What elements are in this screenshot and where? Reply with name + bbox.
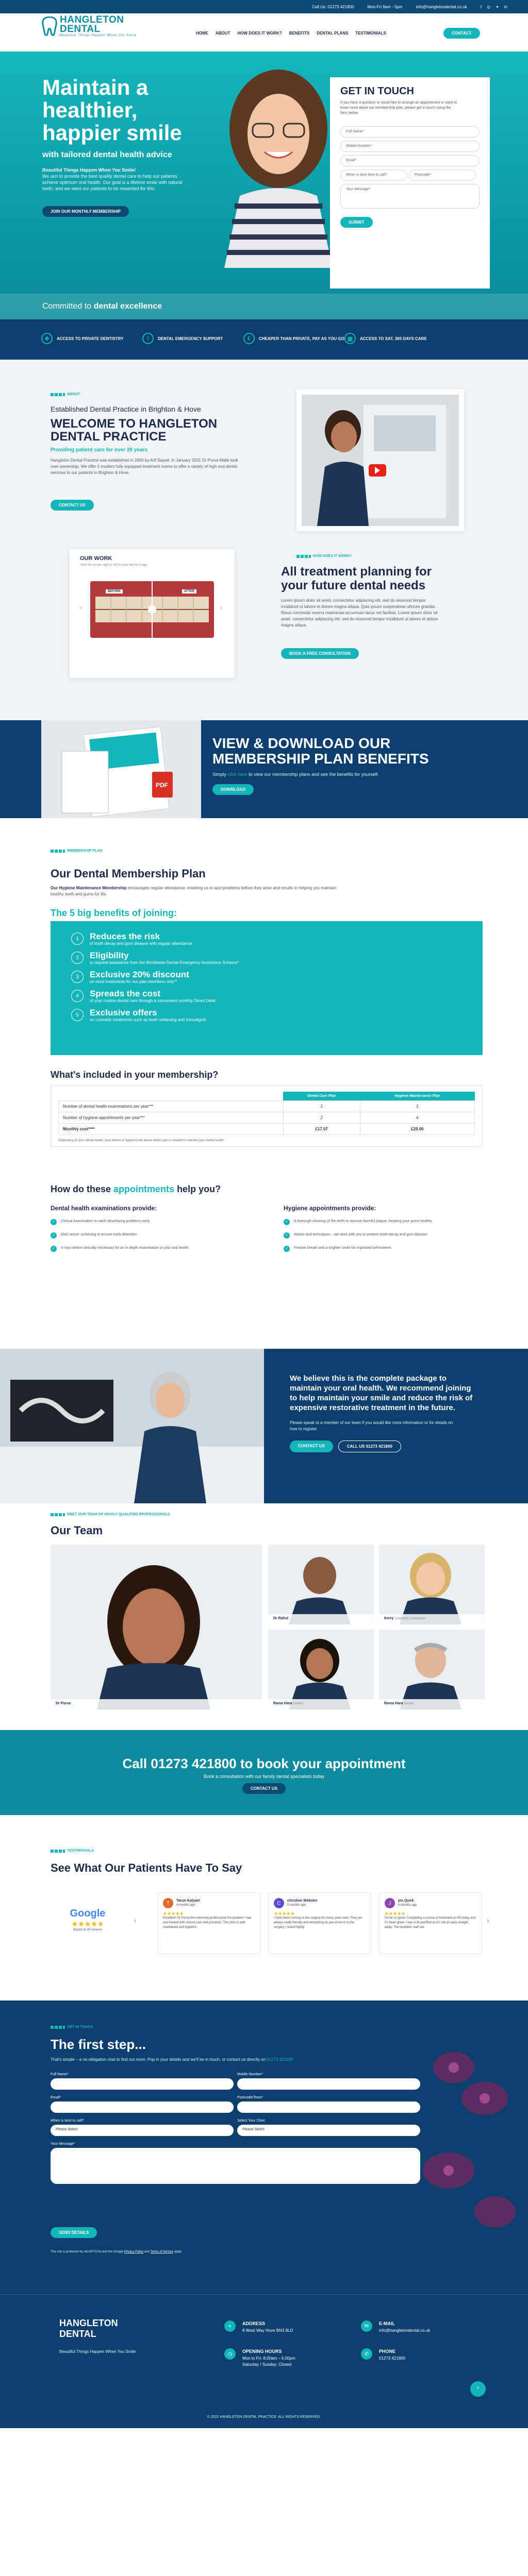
table-header: Dental Care Plan: [283, 1092, 360, 1101]
member-caption: [268, 1699, 374, 1709]
get-in-touch-form: [330, 77, 490, 289]
benefits-bar: [0, 319, 528, 360]
team-photo: [268, 1545, 374, 1624]
calendar-icon: ▦: [344, 333, 356, 344]
footer-heading: ADDRESS: [242, 2321, 266, 2326]
footer-hours-2: Saturday / Sunday: Closed: [242, 2362, 292, 2367]
benefit-heading: Exclusive offers: [90, 1008, 157, 1018]
form-text: If you have a question or would like to arrange an appointment or want to know more about our membership plan, please get in touch using the form below.: [340, 101, 457, 115]
avatar: J: [385, 1898, 395, 1908]
privacy-link[interactable]: Privacy Policy: [124, 2250, 144, 2253]
review-text: Excellent! Dr Purva the extremely professional the problem I had and treated with utmost care and precision. The clinic is well maintained and hygienic.: [163, 1917, 252, 1929]
benefit-number: 4: [71, 990, 84, 1002]
clock-icon: ◷: [224, 2348, 236, 2360]
plan-intro-bold: Our Hygiene Maintenance Membership: [51, 886, 127, 890]
download-button[interactable]: DOWNLOAD: [212, 784, 254, 795]
field-label: Email*: [51, 2096, 61, 2099]
table-row: [59, 1112, 475, 1124]
member-role: Dentist: [404, 1702, 414, 1705]
benefit-heading: Reduces the risk: [90, 931, 160, 941]
footer-logo-name: HANGLETON: [59, 2318, 118, 2328]
table-cell: 2: [360, 1101, 475, 1112]
how-text: Lorem ipsum dolor sit amet, consectetur adipiscing elit, sed do eiusmod tempor incididunt ut labore et dolore magna aliqua. Quis ipsum suspendisse ultrices gravida. Risus commodo viverra maecenas accumsan lacus vel facilisis. Lorem ipsum dolor sit amet, consectetur adipiscing elit, sed do eiusmod tempor incididunt ut labore et dolore magna aliqua.: [281, 598, 438, 628]
package-section: [0, 1349, 528, 1503]
table-cell: £17.07: [283, 1124, 360, 1135]
svg-text:PDF: PDF: [156, 782, 168, 789]
team-photo: [379, 1545, 485, 1624]
table-header: [59, 1092, 284, 1101]
five-benefits-box: [51, 921, 483, 1055]
team-photo: [268, 1630, 374, 1709]
table-cell: Number of dental health examinations per year***: [59, 1101, 284, 1112]
practice-photo: [296, 389, 464, 531]
exam-title: Dental health examinations provide:: [51, 1205, 157, 1212]
field-label: When is best to call?: [51, 2119, 84, 2123]
footer-email: [379, 2320, 430, 2334]
copyright: © 2022 HANGLETON DENTAL PRACTICE. ALL RIGHTS RESERVED.: [207, 2415, 321, 2419]
reviews-next-icon[interactable]: ›: [487, 1916, 489, 1924]
hero-title: Maintain a healthier, happier smile: [42, 75, 182, 145]
team-photo: [379, 1630, 485, 1709]
appts-title-hl: appointments: [113, 1184, 175, 1194]
full-name-input[interactable]: [51, 2078, 234, 2090]
team-member-rahul[interactable]: [268, 1545, 374, 1624]
package-text: Please speak to a member of our team if you would like more information or for details on how to register.: [290, 1420, 453, 1431]
package-title: We believe this is the complete package to maintain your oral health. We recommend joining to help maintain your smile and reduce the risk of expensive restorative treatment in the future.: [290, 1374, 473, 1412]
about-text: Hangleton Dental Practice was established in 2000 by Arif Sayed. In January 2021 Dr Purva Malik took over ownership. We offer 5 modern fully equipped treatment rooms to offer a variety of high end dental services to our patients in Brighton & Hove.: [51, 458, 238, 475]
exam-list: [51, 1205, 257, 1259]
team-member-rama-2[interactable]: [379, 1630, 485, 1709]
benefit-emergency: [142, 333, 243, 344]
appts-title-post: help you?: [177, 1184, 221, 1194]
benefit-desc: of your routine dental care through a convenient monthly Direct Debit: [90, 998, 216, 1003]
benefit-label: ACCESS TO PRIVATE DENTISTRY: [57, 336, 124, 341]
tooth-logo-icon: [41, 16, 58, 36]
team-photo: [51, 1545, 262, 1709]
appts-title: [51, 1184, 221, 1195]
committed-text: [42, 294, 162, 319]
included-title: What's included in your membership?: [51, 1070, 219, 1080]
about-section: [0, 360, 528, 720]
member-name: Dr Rahul: [273, 1617, 289, 1620]
test-title: See What Our Patients Have To Say: [51, 1861, 242, 1874]
clinic-group: [237, 2119, 420, 2136]
mobile-input[interactable]: [237, 2078, 420, 2090]
postcode-input[interactable]: [237, 2102, 420, 2113]
field-label: Mobile Number*: [237, 2073, 263, 2076]
scroll-top-icon[interactable]: ⌃: [470, 2381, 486, 2397]
benefit-label: ACCESS TO SAT, 365 DAYS CARE: [360, 336, 427, 341]
member-role: Dentist: [293, 1702, 303, 1705]
click-here-link[interactable]: click here: [227, 772, 248, 777]
footer-heading: OPENING HOURS: [242, 2349, 282, 2354]
plan-eyebrow: MEMBERSHIP PLAN: [51, 849, 102, 853]
hero-subtitle: with tailored dental health advice: [42, 150, 172, 159]
review-stars: ★★★★★: [163, 1911, 184, 1916]
appointments-section: [0, 1179, 528, 1349]
list-item: ✓ X-rays where clinically necessary for an in depth examination of your oral health.: [51, 1246, 257, 1252]
benefit-desc: to request assistance from the Worldwide Dental Emergency Assistance Scheme*: [90, 960, 239, 965]
orchid-image: [402, 2016, 528, 2284]
phone-icon: ✆: [361, 2348, 372, 2360]
logo-tagline: Beautiful Things Happen When You Smile: [60, 34, 137, 37]
team-section: [0, 1503, 528, 1730]
about-title: WELCOME TO HANGLETON DENTAL PRACTICE: [51, 417, 218, 444]
nav-how[interactable]: HOW DOES IT WORK?: [237, 31, 282, 36]
hero-desc-text: We aim to provide the best quality dental care to help our patients achieve optimum oral health. Our goal is a lifetime smile with natural teeth, and we want our patients to be rewarded for this.: [42, 174, 183, 191]
slider-next-icon[interactable]: ›: [220, 605, 222, 611]
benefit-number: 5: [71, 1009, 84, 1021]
note-and: and: [144, 2250, 150, 2253]
google-rating: [67, 1908, 108, 1931]
download-section: [0, 720, 528, 818]
benefit-private: [41, 333, 142, 344]
review-stars: ★★★★★: [274, 1911, 295, 1916]
google-logo: Google: [70, 1908, 106, 1919]
footer-heading: PHONE: [379, 2349, 396, 2354]
footer-tagline: Beautiful Things Happen When You Smile: [59, 2349, 136, 2354]
team-member-purva[interactable]: [51, 1545, 262, 1709]
review-card: [268, 1892, 371, 1954]
benefit-heading: Eligibility: [90, 951, 129, 960]
review-text: I have been coming to the surgery for many years now. They are always really friendly and welcoming as you arrive in to the surgery. I would highly: [274, 1917, 362, 1929]
twitter-icon[interactable]: ✦: [496, 4, 499, 9]
benefit-label: CHEAPER THAN PRIVATE, PAY AS YOU GO: [259, 336, 344, 341]
list-item: ✓ Advice and techniques – we work with you to prevent tooth decay and gum disease: [284, 1232, 490, 1239]
table-cell: 2: [283, 1101, 360, 1112]
about-eyebrow: ABOUT: [51, 393, 80, 396]
hero-description: [42, 167, 192, 192]
benefit-desc: on cosmetic treatments such as teeth whitening and Invisalign®: [90, 1018, 206, 1022]
table-footnote: Depending on your dental health, your dentist or hygienist will advise which plan is needed to maintain your dental health.: [58, 1139, 225, 1142]
mobile-field[interactable]: Mobile Number*: [340, 141, 480, 152]
package-contact-button[interactable]: CONTACT US: [290, 1440, 333, 1452]
call-title: Call 01273 421800 to book your appointment: [122, 1756, 406, 1771]
field-label: Full Name*: [51, 2073, 69, 2076]
benefit-heading: Spreads the cost: [90, 989, 160, 998]
email-input[interactable]: [51, 2102, 234, 2113]
package-call-button[interactable]: CALL US 01273 421800: [338, 1440, 401, 1452]
nav-benefits[interactable]: BENEFITS: [289, 31, 310, 36]
field-label: Postcode/Town*: [237, 2096, 263, 2099]
member-name: Rama Hara: [273, 1702, 292, 1705]
when-select[interactable]: When is best time to call?: [340, 170, 407, 181]
dl-post: to view our membership plans and see the benefits for yourself.: [249, 772, 379, 777]
benefit-care: [344, 333, 446, 344]
team-member-rama[interactable]: [268, 1630, 374, 1709]
table-header: Hygiene Maintenance Plan: [360, 1092, 475, 1101]
team-member-kerry[interactable]: [379, 1545, 485, 1624]
location-icon: ⌖: [224, 2320, 236, 2332]
team-eyebrow: MEET OUR TEAM OF HIGHLY QUALIFIED PROFESSIONALS: [51, 1513, 170, 1516]
benefit-item: [71, 1008, 462, 1022]
logo-name-2: DENTAL: [60, 24, 101, 35]
before-label: BEFORE: [106, 589, 123, 594]
table-cell: Monthly cost****: [59, 1124, 284, 1135]
member-name: Dr Purva: [56, 1702, 71, 1705]
instagram-icon[interactable]: ◎: [487, 4, 491, 9]
footer-logo[interactable]: [59, 2318, 118, 2340]
review-date: 6 months ago: [398, 1904, 417, 1907]
reviewer-name: christine Webster: [287, 1899, 318, 1903]
benefit-heading: Exclusive 20% discount: [90, 970, 189, 979]
five-benefits-title: The 5 big benefits of joining:: [51, 908, 177, 918]
member-caption: [51, 1699, 262, 1709]
call-contact-button[interactable]: CONTACT US: [242, 1783, 286, 1794]
when-select[interactable]: Please Select: [51, 2125, 234, 2136]
member-caption: [379, 1699, 485, 1709]
dentist-xray-photo: [0, 1349, 264, 1503]
footer-hours-1: Mon to Fri: 8:00am – 5:00pm: [242, 2356, 295, 2361]
member-caption: [268, 1614, 374, 1624]
work-title: OUR WORK: [80, 555, 112, 562]
avatar: C: [274, 1898, 284, 1908]
first-eyebrow: GET IN TOUCH: [51, 2025, 93, 2029]
footer-phone: [379, 2348, 405, 2362]
footer-email-link[interactable]: info@hangletondental.co.uk: [379, 2328, 431, 2333]
book-consultation-button[interactable]: BOOK A FREE CONSULTATION: [281, 648, 359, 659]
list-item: ✓ Fresher breath and a brighter smile for improved self-esteem.: [284, 1246, 490, 1252]
table-row: [59, 1101, 475, 1112]
benefit-number: 3: [71, 971, 84, 983]
hygiene-title: Hygiene appointments provide:: [284, 1205, 376, 1212]
table-cell: Number of hygiene appointments per year***: [59, 1112, 284, 1124]
benefit-item: [71, 951, 462, 965]
topbar-email[interactable]: info@hangletondental.co.uk: [416, 4, 467, 9]
work-sub: Slide the arrows right or left to view the full image: [80, 564, 147, 567]
download-text: [212, 772, 379, 777]
first-text-pre: That's simple – a no-obligation chat to find out more. Pop in your details and we'll be in touch, or contact us directly on: [51, 2057, 266, 2062]
rating-stars: ★★★★★: [71, 1920, 104, 1928]
how-title: All treatment planning for your future dental needs: [281, 565, 432, 592]
social-icons[interactable]: [481, 5, 507, 9]
benefit-item: [71, 970, 462, 984]
reviews-prev-icon[interactable]: ‹: [134, 1916, 137, 1924]
postcode-field[interactable]: Postcode*: [409, 170, 476, 181]
topbar-hours: Mon-Fri 9am - 5pm: [367, 4, 403, 9]
avatar: T: [163, 1898, 173, 1908]
join-membership-button[interactable]: JOIN OUR MONTHLY MEMBERSHIP: [42, 206, 129, 217]
list-item: ✓ Oral cancer screening to ensure early detection: [51, 1232, 257, 1239]
membership-table: [51, 1085, 483, 1147]
top-bar: [0, 0, 528, 13]
benefit-desc: on most treatments for our plan members only**: [90, 979, 177, 984]
table-cell: 2: [283, 1112, 360, 1124]
field-label: Your Message*: [51, 2142, 75, 2146]
call-sub: Book a consultation with our family dental specialists today: [203, 1774, 325, 1779]
footer-heading: E-MAIL: [379, 2321, 395, 2326]
logo-name: HANGLETON: [60, 14, 124, 25]
member-role: Treatment Coordinator: [394, 1617, 426, 1620]
email-group: [51, 2096, 234, 2113]
topbar-phone[interactable]: Call Us: 01273 421800: [312, 4, 354, 9]
member-name: Rama Hara: [384, 1702, 403, 1705]
recaptcha-note: [51, 2250, 182, 2253]
tooth-icon: ✚: [41, 333, 53, 344]
benefit-desc: of tooth decay and gum disease with regular attendance: [90, 941, 192, 946]
field-label: Select Your Clinic: [237, 2119, 266, 2123]
message-group: [51, 2142, 420, 2184]
site-footer: [0, 2294, 528, 2428]
message-input[interactable]: [51, 2148, 420, 2184]
note-pre: This site is protected by reCAPTCHA and the Google: [51, 2250, 124, 2253]
benefit-label: DENTAL EMERGENCY SUPPORT: [158, 336, 223, 341]
table-cell: £29.00: [360, 1124, 475, 1135]
hero: [0, 52, 528, 319]
committed-bold: dental excellence: [93, 302, 162, 311]
membership-plan-section: [0, 818, 528, 1179]
about-video[interactable]: [296, 389, 464, 531]
full-name-group: [51, 2073, 234, 2090]
full-name-field[interactable]: Full Name*: [340, 126, 480, 138]
testimonials-section: [0, 1815, 528, 2001]
benefit-number: 2: [71, 952, 84, 964]
nav-plans[interactable]: DENTAL PLANS: [317, 31, 349, 36]
linkedin-icon[interactable]: in: [504, 4, 507, 9]
reviewer-name: jen Quirk: [398, 1899, 414, 1903]
team-title: Our Team: [51, 1524, 103, 1537]
mobile-group: [237, 2073, 420, 2090]
send-details-button[interactable]: SEND DETAILS: [51, 2227, 97, 2238]
list-item: ✓ Clinical examination to catch developing problems early: [51, 1219, 257, 1225]
pound-icon: £: [243, 333, 255, 344]
form-title: GET IN TOUCH: [340, 86, 414, 97]
committed-pre: Committed to: [42, 302, 92, 311]
main-nav: [196, 31, 386, 36]
hygiene-list: [284, 1205, 490, 1259]
email-icon: ✉: [361, 2320, 372, 2332]
member-name: Kerry: [384, 1617, 394, 1620]
facebook-icon[interactable]: f: [480, 4, 482, 9]
about-tag: Established Dental Practice in Brighton & Hove: [51, 405, 201, 413]
review-card: [157, 1892, 260, 1954]
review-date: 5 months ago: [287, 1904, 306, 1907]
first-text: [51, 2057, 293, 2062]
dl-pre: Simply: [212, 772, 227, 777]
nav-home[interactable]: HOME: [196, 31, 208, 36]
contact-form-section: [0, 2001, 528, 2294]
postcode-group: [237, 2096, 420, 2113]
appts-title-pre: How do these: [51, 1184, 111, 1194]
first-title: The first step...: [51, 2037, 146, 2052]
member-caption: [379, 1614, 485, 1624]
review-stars: ★★★★★: [385, 1911, 406, 1916]
note-post: apply.: [174, 2250, 183, 2253]
nav-about[interactable]: ABOUT: [216, 31, 230, 36]
review-date: 4 months ago: [176, 1904, 195, 1907]
about-contact-button[interactable]: CONTACT US: [51, 500, 94, 511]
benefit-item: [71, 989, 462, 1003]
message-field[interactable]: Your Message*: [340, 184, 480, 209]
footer-hours: [242, 2348, 295, 2368]
footer-phone-link[interactable]: 01273 421800: [379, 2356, 406, 2361]
site-logo[interactable]: [41, 15, 137, 37]
benefit-cheaper: [243, 333, 344, 344]
about-patient-care: Providing patient care for over 20 years: [51, 447, 147, 453]
clinic-select[interactable]: Please Select: [237, 2125, 420, 2136]
nav-testimonials[interactable]: TESTIMONIALS: [355, 31, 386, 36]
footer-address-text: 8 West Way Hove BN3 8LD: [242, 2328, 293, 2333]
slider-prev-icon[interactable]: ‹: [80, 605, 82, 611]
test-eyebrow: TESTIMONIALS: [51, 1849, 94, 1853]
plan-intro-text: encourages regular attendance, enabling us to spot problems before they arise and results in helping you maintain healthy teeth and gums for life.: [51, 886, 337, 896]
site-header: [0, 13, 528, 52]
list-item: ✓ A thorough cleaning of the teeth to remove harmful plaque, keeping your gums healthy: [284, 1219, 490, 1225]
submit-button[interactable]: SUBMIT: [340, 217, 373, 228]
call-section: [0, 1730, 528, 1815]
after-label: AFTER: [182, 589, 196, 594]
our-work-card: [70, 549, 235, 678]
hero-desc-bold: Beautiful Things Happen When You Smile!: [42, 167, 136, 173]
emergency-icon: !: [142, 333, 154, 344]
table-cell: 4: [360, 1112, 475, 1124]
download-title: VIEW & DOWNLOAD OUR MEMBERSHIP PLAN BENEFITS: [212, 735, 429, 767]
when-group: [51, 2119, 234, 2136]
benefit-number: 1: [71, 933, 84, 945]
terms-link[interactable]: Terms of Service: [150, 2250, 174, 2253]
review-text: So far so good. Completing a course of treatment at HD today and it's been great. I was a bit petrified as it's not an easy straight away. The reception staff are: [385, 1917, 476, 1929]
review-count: Based on 65 reviews: [73, 1928, 102, 1931]
membership-brochure-image: [41, 720, 201, 818]
footer-address: [242, 2320, 293, 2334]
first-phone-link[interactable]: 01273 421800: [267, 2057, 293, 2062]
how-eyebrow: HOW DOES IT WORK?: [296, 554, 352, 558]
table-row: [59, 1124, 475, 1135]
plan-title: Our Dental Membership Plan: [51, 867, 206, 880]
review-card: [379, 1892, 482, 1954]
hero-woman-photo: [204, 52, 343, 268]
plan-intro: [51, 885, 339, 897]
reviewer-name: Tarun Kalyani: [176, 1899, 200, 1903]
nav-contact-button[interactable]: CONTACT: [443, 28, 480, 39]
footer-logo-name-2: DENTAL: [59, 2329, 96, 2339]
benefit-item: [71, 931, 462, 946]
email-field[interactable]: Email*: [340, 155, 480, 166]
package-box: [264, 1349, 528, 1503]
